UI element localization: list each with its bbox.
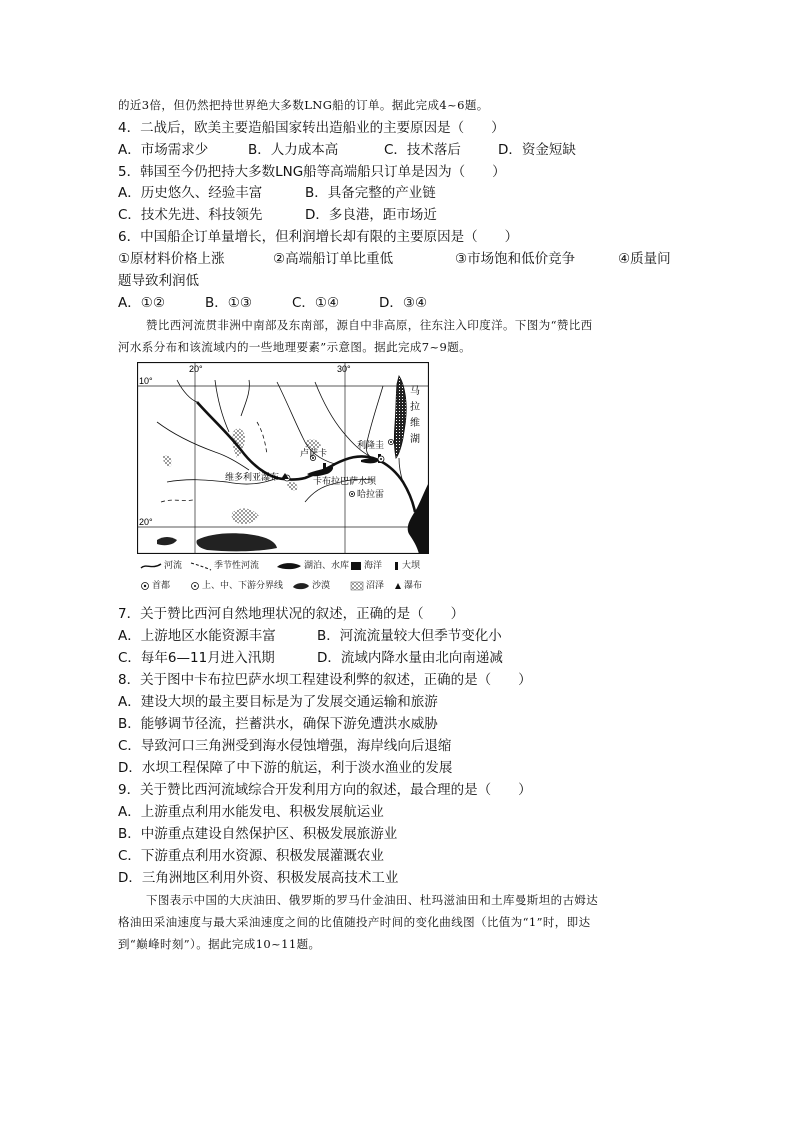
desert-legend-icon (292, 581, 310, 591)
question-8-stem: 8．关于图中卡布拉巴萨水坝工程建设利弊的叙述，正确的是（ ） (118, 672, 532, 688)
lilongwe-capital-dot (390, 441, 392, 443)
q4-option-d[interactable]: D．资金短缺 (498, 142, 576, 158)
q9-option-a[interactable]: A．上游重点利用水能发电、积极发展航运业 (118, 804, 384, 820)
ocean-legend-icon (350, 561, 362, 571)
q9-option-d[interactable]: D．三角洲地区利用外资、积极发展高技术工业 (118, 870, 399, 886)
legend-boundary: 上、中、下游分界线 (190, 580, 283, 592)
question-6-stem: 6．中国船企订单量增长，但利润增长却有限的主要原因是（ ） (118, 229, 519, 245)
q6-item-3: ③市场饱和低价竞争 (455, 251, 576, 267)
question-5-stem: 5．韩国至今仍把持大多数LNG船等高端船只订单是因为（ ） (118, 164, 506, 180)
svg-text:马: 马 (410, 386, 420, 397)
zambezi-map-svg (137, 362, 429, 554)
intro-passage-3-line2: 格油田采油速度与最大采油速度之间的比值随投产时间的变化曲线图（比值为“1”时，即达 (118, 915, 591, 929)
q8-option-d[interactable]: D．水坝工程保障了中下游的航运，利于淡水渔业的发展 (118, 760, 453, 776)
q5-option-a[interactable]: A．历史悠久、经验丰富 (118, 185, 263, 201)
legend-lake: 湖泊、水库 (276, 560, 349, 572)
q7-option-c[interactable]: C．每年6—11月进入汛期 (118, 650, 275, 666)
capital-legend-icon (140, 581, 150, 591)
map-frame (138, 363, 429, 554)
intro-passage-2-line1: 赞比西河流贯非洲中南部及东南部，源自中非高原，往东注入印度洋。下图为“赞比西 (146, 318, 593, 332)
q7-option-b[interactable]: B．河流流量较大但季节变化小 (317, 628, 502, 644)
q9-option-b[interactable]: B．中游重点建设自然保护区、积极发展旅游业 (118, 826, 398, 842)
legend-seasonal-river: 季节性河流 (190, 560, 259, 572)
label-harare: 哈拉雷 (357, 490, 385, 500)
boundary-legend-icon (190, 581, 200, 591)
intro-passage-3-line1: 下图表示中国的大庆油田、俄罗斯的罗马什金油田、杜玛滋油田和土库曼斯坦的古姆达 (146, 893, 599, 907)
swamp-legend-icon (350, 581, 364, 591)
legend-waterfall: 瀑布 (394, 580, 422, 592)
question-6-items-continued: 题导致利润低 (118, 273, 199, 289)
seasonal-river-legend-icon (190, 561, 212, 571)
legend-dam: 大坝 (394, 560, 420, 572)
label-lat-10: 10° (139, 376, 153, 386)
label-lilongwe: 利隆圭 (357, 441, 385, 451)
intro-passage-1: 的近3倍，但仍然把持世界绝大多数LNG船的订单。据此完成4~6题。 (118, 98, 489, 112)
question-7-stem: 7．关于赞比西河自然地理状况的叙述，正确的是（ ） (118, 606, 465, 622)
legend-desert: 沙漠 (292, 580, 330, 592)
lake-legend-icon (276, 561, 302, 571)
q8-option-b[interactable]: B．能够调节径流，拦蓄洪水，确保下游免遭洪水威胁 (118, 716, 438, 732)
q6-option-b[interactable]: B．①③ (205, 295, 252, 311)
legend-swamp: 沼泽 (350, 580, 384, 592)
label-lon-20: 20° (189, 364, 203, 374)
q4-option-a[interactable]: A．市场需求少 (118, 142, 209, 158)
q8-option-a[interactable]: A．建设大坝的最主要目标是为了发展交通运输和旅游 (118, 694, 438, 710)
intro-passage-3-line3: 到“巅峰时刻”）。据此完成10~11题。 (118, 937, 321, 951)
boundary-middle-lower-dot (380, 458, 382, 460)
q6-option-c[interactable]: C．①④ (292, 295, 340, 311)
q5-option-d[interactable]: D．多良港，距市场近 (305, 207, 437, 223)
legend-river: 河流 (140, 560, 182, 572)
harare-capital-dot (351, 493, 353, 495)
q5-option-c[interactable]: C．技术先进、科技领先 (118, 207, 263, 223)
intro-passage-2-line2: 河水系分布和该流域内的一些地理要素”示意图。据此完成7~9题。 (118, 340, 472, 354)
q6-option-d[interactable]: D．③④ (379, 295, 428, 311)
svg-text:湖: 湖 (410, 434, 420, 445)
label-victoria-falls: 维多利亚瀑布 (225, 473, 280, 483)
q6-option-a[interactable]: A．①② (118, 295, 165, 311)
svg-text:拉: 拉 (410, 402, 420, 413)
q5-option-b[interactable]: B．具备完整的产业链 (305, 185, 436, 201)
svg-text:维: 维 (410, 418, 420, 429)
dam-legend-icon (394, 561, 400, 571)
label-lusaka: 卢萨卡 (300, 449, 328, 459)
river-legend-icon (140, 561, 162, 571)
waterfall-legend-icon (394, 581, 402, 591)
q7-option-a[interactable]: A．上游地区水能资源丰富 (118, 628, 276, 644)
q6-item-2: ②高端船订单比重低 (273, 251, 394, 267)
zambezi-map (137, 362, 429, 554)
kariba-dam (323, 463, 326, 471)
legend-capital: 首都 (140, 580, 170, 592)
q4-option-c[interactable]: C．技术落后 (384, 142, 461, 158)
legend-ocean: 海洋 (350, 560, 382, 572)
question-9-stem: 9．关于赞比西河流域综合开发利用方向的叙述，最合理的是（ ） (118, 782, 532, 798)
q4-option-b[interactable]: B．人力成本高 (248, 142, 339, 158)
label-lon-30: 30° (337, 364, 351, 374)
q7-option-d[interactable]: D．流域内降水量由北向南递减 (317, 650, 503, 666)
q6-item-1: ①原材料价格上涨 (118, 251, 225, 267)
label-lat-20: 20° (139, 517, 153, 527)
question-4-stem: 4．二战后，欧美主要造船国家转出造船业的主要原因是（ ） (118, 120, 505, 136)
q9-option-c[interactable]: C．下游重点利用水资源、积极发展灌溉农业 (118, 848, 384, 864)
q8-option-c[interactable]: C．导致河口三角洲受到海水侵蚀增强，海岸线向后退缩 (118, 738, 452, 754)
label-cahora-bassa: 卡布拉巴萨水坝 (313, 477, 377, 487)
q6-item-4: ④质量问 (618, 251, 671, 267)
